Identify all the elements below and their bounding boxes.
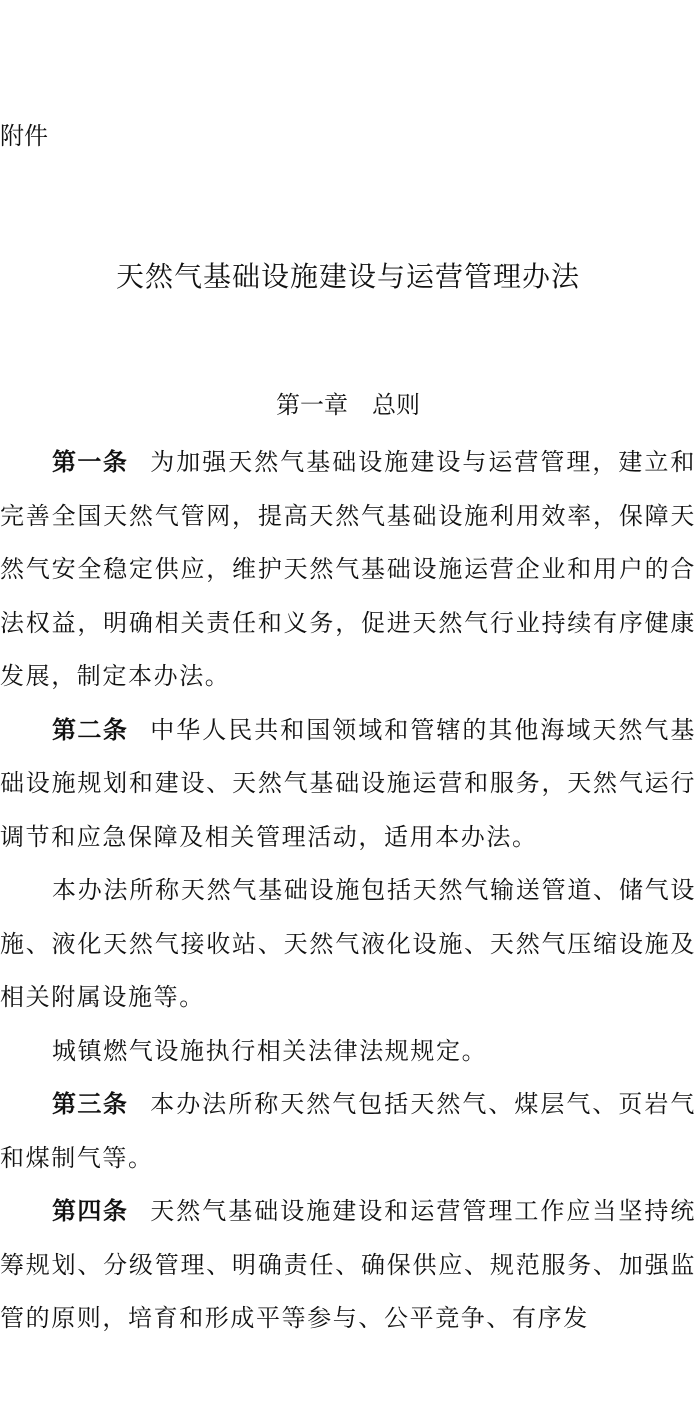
paragraph-text: 中华人民共和国领域和管辖的其他海域天然气基础设施规划和建设、天然气基础设施运营和服务，天然气运行调节和应急保障及相关管理活动，适用本办法。 (0, 715, 696, 851)
paragraph-article-1 (0, 436, 696, 704)
article-number: 第二条 (52, 715, 129, 744)
attachment-label: 附件 (0, 122, 48, 150)
paragraph-text: 本办法所称天然气基础设施包括天然气输送管道、储气设施、液化天然气接收站、天然气液化设施、天然气压缩设施及相关附属设施等。 (0, 876, 696, 1011)
document-body (0, 436, 696, 1346)
paragraph-article-2 (0, 704, 696, 865)
paragraph-text: 天然气基础设施建设和运营管理工作应当坚持统筹规划、分级管理、明确责任、确保供应、规范服务、加强监管的原则，培育和形成平等参与、公平竞争、有序发 (0, 1197, 696, 1332)
paragraph-infrastructure-scope (0, 864, 696, 1025)
paragraph-text: 为加强天然气基础设施建设与运营管理，建立和完善全国天然气管网，提高天然气基础设施利用效率，保障天然气安全稳定供应，维护天然气基础设施运营企业和用户的合法权益，明确相关责任和义务，促进天然气行业持续有序健康发展，制定本办法。 (0, 448, 696, 690)
paragraph-text: 本办法所称天然气包括天然气、煤层气、页岩气和煤制气等。 (0, 1090, 696, 1172)
article-number: 第一条 (52, 448, 129, 476)
chapter-heading: 第一章 总则 (276, 391, 420, 419)
paragraph-article-4 (0, 1185, 696, 1346)
paragraph-text: 城镇燃气设施执行相关法律法规规定。 (52, 1036, 488, 1065)
paragraph-article-3 (0, 1078, 696, 1185)
paragraph-urban-gas (0, 1025, 696, 1079)
article-number: 第四条 (52, 1197, 129, 1225)
article-number: 第三条 (52, 1090, 129, 1118)
document-title: 天然气基础设施建设与运营管理办法 (115, 260, 580, 293)
